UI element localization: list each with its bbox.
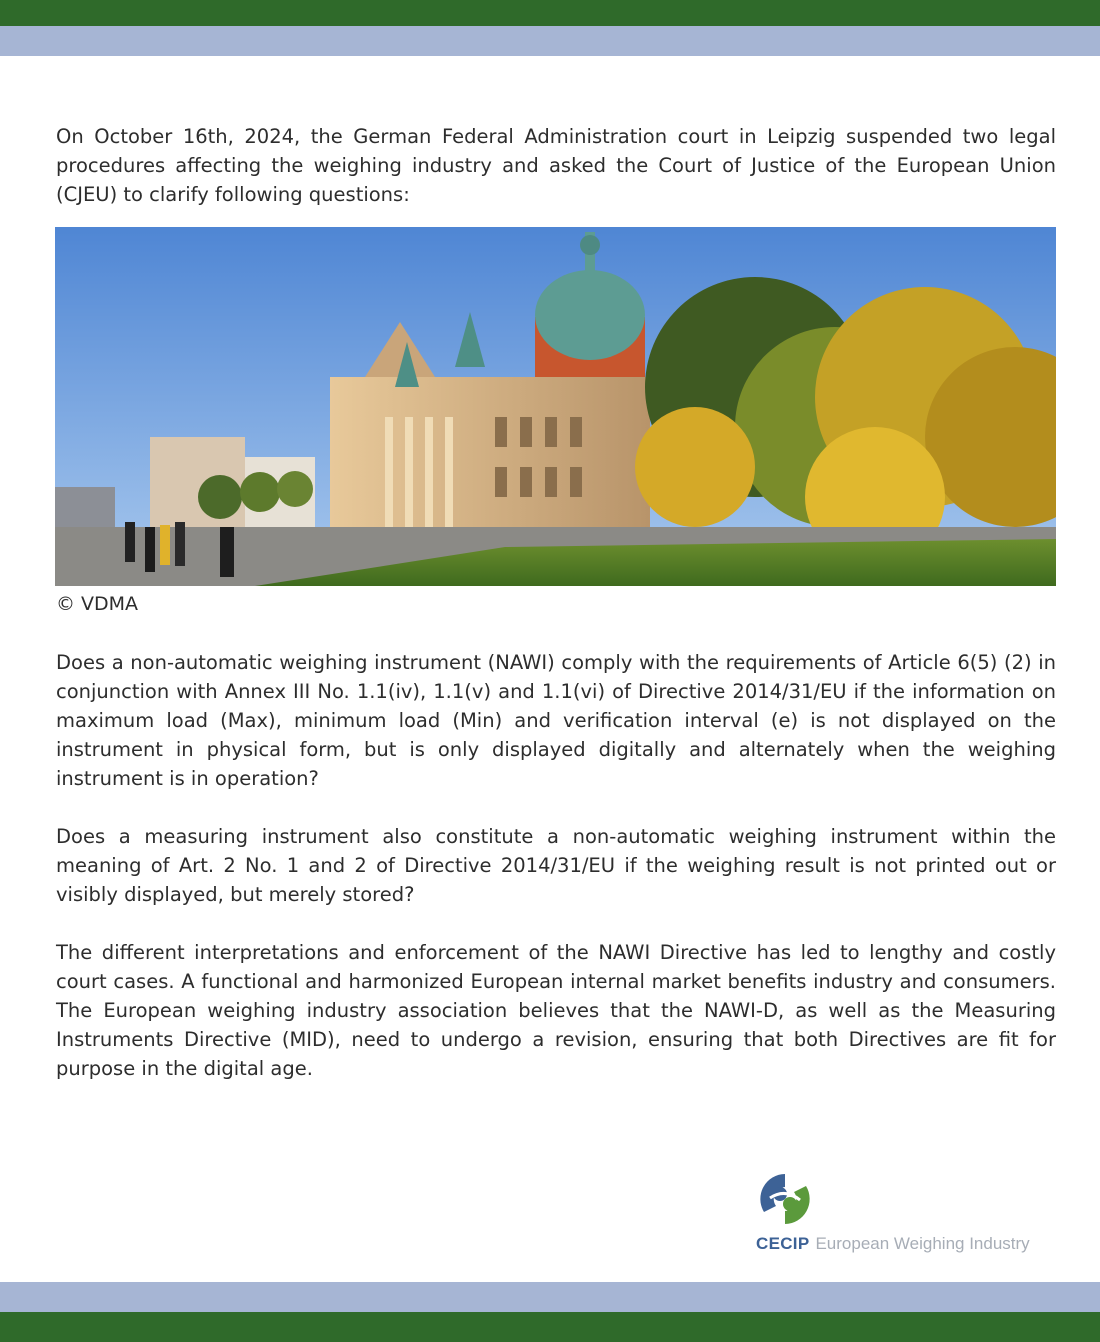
court-building-photo xyxy=(55,227,1056,586)
logo-brand: CECIP xyxy=(756,1234,810,1253)
question-1-paragraph: Does a non-automatic weighing instrument (NAWI) comply with the requirements of Article 6(5) (2) in conjunction with Annex III No. 1.1(iv), 1.1(v) and 1.1(vi) of Directive 2014/31/EU if the information on maximum load (Max), minimum load (Min) and verification interval (e) is not displayed on the instrument in physical form, but is only displayed digitally and alternately when the weighing instrument is in operation? xyxy=(56,651,1056,790)
intro-paragraph: On October 16th, 2024, the German Federal Administration court in Leipzig suspended two legal procedures affecting the weighing industry and asked the Court of Justice of the European Union (CJEU) to clarify following questions: xyxy=(56,125,1056,206)
bottom-blue-band xyxy=(0,1282,1100,1312)
question-2-paragraph: Does a measuring instrument also constitute a non-automatic weighing instrument within the meaning of Art. 2 No. 1 and 2 of Directive 2014/31/EU if the weighing result is not printed out or visibly displayed, but merely stored? xyxy=(56,825,1056,906)
cecip-logo-text xyxy=(756,1234,1030,1254)
top-green-band xyxy=(0,0,1100,26)
cecip-logo xyxy=(756,1170,1056,1260)
cecip-logo-mark-icon xyxy=(756,1170,814,1228)
closing-paragraph: The different interpretations and enforcement of the NAWI Directive has led to lengthy and costly court cases. A functional and harmonized European internal market benefits industry and consumers. The European weighing industry association believes that the NAWI-D, as well as the Measuring Instruments Directive (MID), need to undergo a revision, ensuring that both Directives are fit for purpose in the digital age. xyxy=(56,941,1056,1080)
photo-caption: © VDMA xyxy=(56,593,139,615)
logo-tagline: European Weighing Industry xyxy=(815,1234,1030,1253)
bottom-green-band xyxy=(0,1312,1100,1342)
top-blue-band xyxy=(0,26,1100,56)
